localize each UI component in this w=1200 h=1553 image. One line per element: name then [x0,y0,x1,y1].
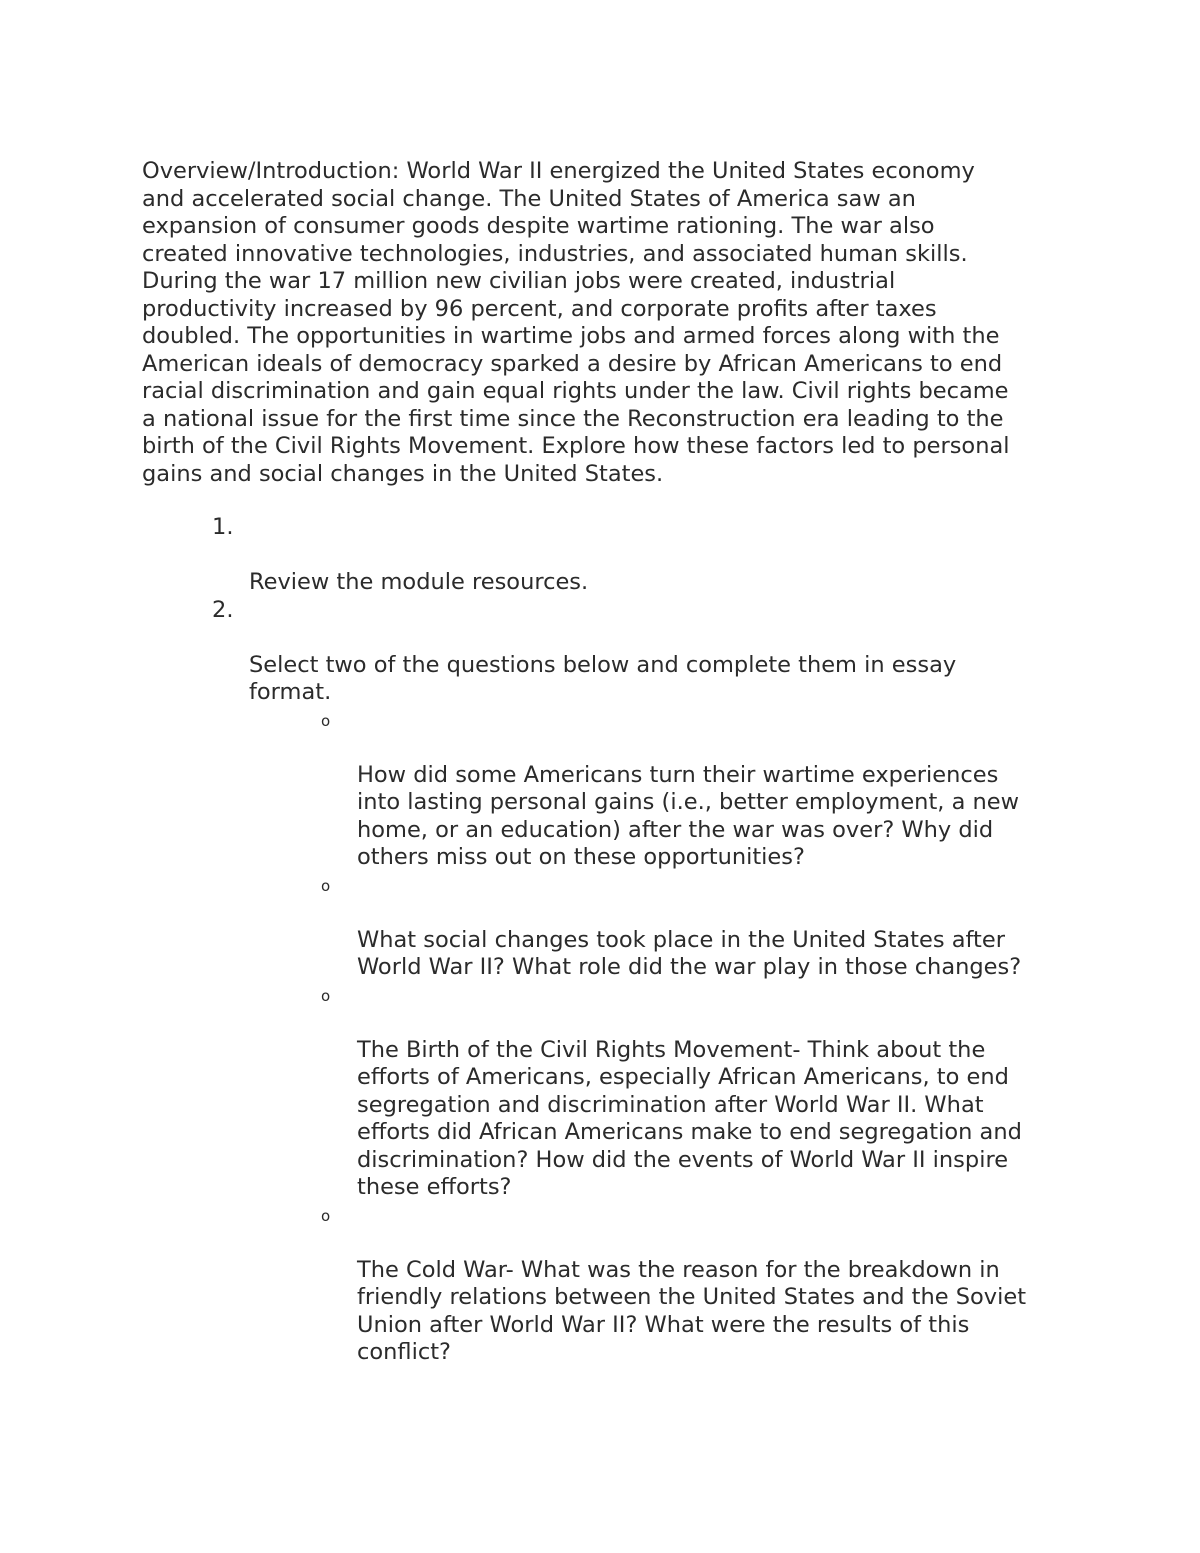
question-text: The Birth of the Civil Rights Movement- Think about the efforts of Americans, especially African Americans, to end segregation and discrimination after World War II. What efforts did African Americans make to end segregation and discrimination? How did the events of World War II inspire these efforts? [357,1036,1022,1200]
intro-paragraph: Overview/Introduction: World War II energized the United States economy and accelerated social change. The United States of America saw an expansion of consumer goods despite wartime rationing. The war also created innovative technologies, industries, and associated human skills. During the war 17 million new civilian jobs were created, industrial productivity increased by 96 percent, and corporate profits after taxes doubled. The opportunities in wartime jobs and armed forces along with the American ideals of democracy sparked a desire by African Americans to end racial discrimination and gain equal rights under the law. Civil rights became a national issue for the first time since the Reconstruction era leading to the birth of the Civil Rights Movement. Explore how these factors led to personal gains and social changes in the United States. [142,158,1010,487]
question-item [142,982,1067,1202]
instruction-item [142,597,1067,707]
circle-bullet-icon: o [321,876,331,895]
instruction-text: Review the module resources. [249,569,589,595]
circle-bullet-icon: o [321,986,331,1005]
question-list [142,707,1067,1367]
instruction-item [142,514,1067,597]
question-item [142,872,1067,982]
question-text: The Cold War- What was the reason for the breakdown in friendly relations between the United States and the Soviet Union after World War II? What were the results of this conflict? [357,1256,1027,1365]
instruction-list [142,514,1067,707]
question-text: What social changes took place in the United States after World War II? What role did the war play in those changes? [357,926,1022,980]
question-item [142,1202,1067,1367]
instruction-number: 1. [212,514,234,540]
question-text: How did some Americans turn their wartime experiences into lasting personal gains (i.e., better employment, a new home, or an education) after the war was over? Why did others miss out on these opportunities? [357,761,1020,870]
document-page [142,158,1067,1367]
question-item [142,707,1067,872]
instruction-text: Select two of the questions below and complete them in essay format. [249,651,957,705]
instruction-number: 2. [212,596,234,623]
circle-bullet-icon: o [321,1206,331,1225]
circle-bullet-icon: o [321,711,331,730]
